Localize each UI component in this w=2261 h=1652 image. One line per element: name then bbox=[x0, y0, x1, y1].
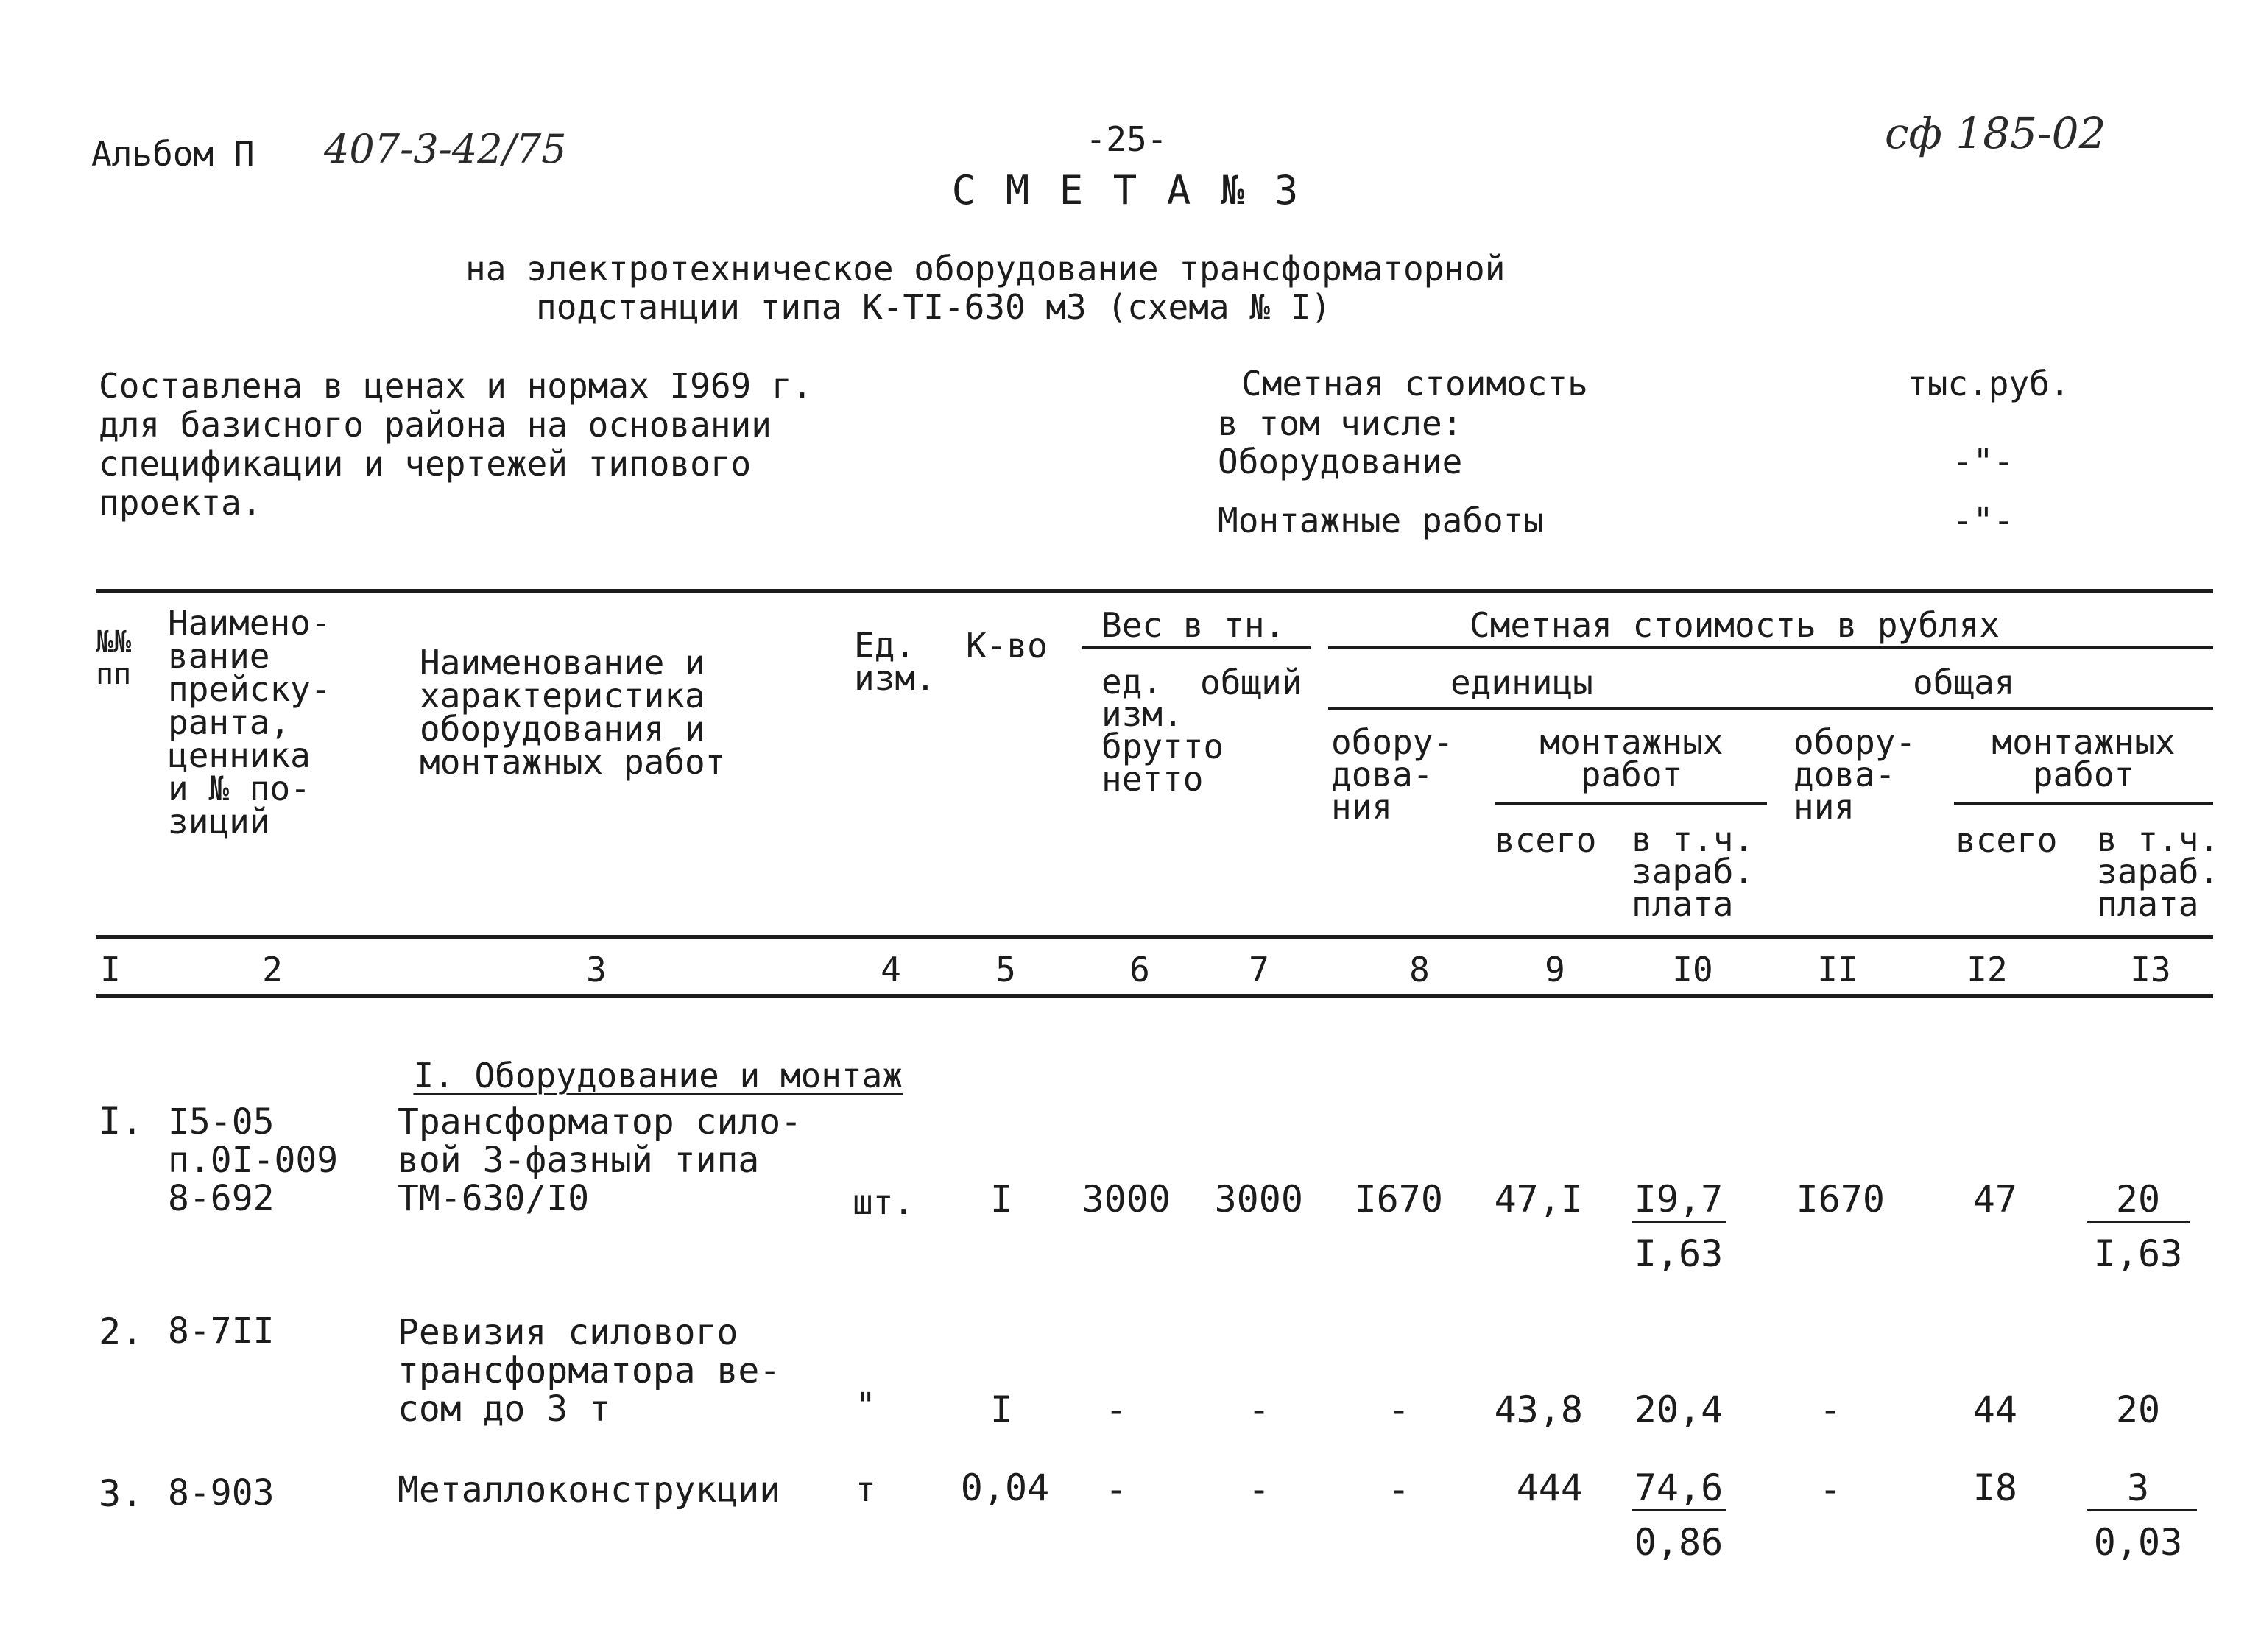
row-2-number: 2. bbox=[99, 1310, 144, 1353]
estimated-cost-label: Сметная стоимость bbox=[1241, 364, 1588, 403]
installation-label: Монтажные работы bbox=[1218, 501, 1545, 540]
col-header-weight-total: общий bbox=[1200, 663, 1302, 702]
col-header-unit-wages: в т.ч. зараб. плата bbox=[1632, 819, 1754, 924]
row-3-total-equipment: - bbox=[1819, 1468, 1842, 1511]
col-number: 3 bbox=[586, 950, 607, 989]
col-number: I bbox=[100, 950, 121, 989]
document-subtitle-line-2: подстанции типа К-ТI-630 м3 (схема № I) bbox=[536, 287, 1332, 327]
document-title: С М Е Т А № 3 bbox=[951, 167, 1302, 213]
row-1-unit-wages-sub: I,63 bbox=[1634, 1232, 1724, 1275]
sheet-code-handwritten: сф 185-02 bbox=[1885, 108, 2106, 158]
page-number: -25- bbox=[1085, 119, 1168, 159]
row-3-unit-wages-fraction-bar bbox=[1632, 1509, 1726, 1511]
table-top-rule bbox=[96, 589, 2213, 593]
row-1-unit-wages: I9,7 bbox=[1634, 1178, 1724, 1221]
album-code-handwritten: 407-3-42/75 bbox=[324, 126, 567, 172]
ditto-mark-equipment: -"- bbox=[1953, 442, 2014, 481]
row-3-unit-install-all: 444 bbox=[1516, 1466, 1583, 1509]
col-header-total-equipment: обору- дова- ния bbox=[1793, 722, 1916, 827]
col-header-quantity: К-во bbox=[966, 626, 1048, 666]
weight-group-rule bbox=[1082, 646, 1311, 649]
row-1-weight-unit: 3000 bbox=[1082, 1178, 1171, 1221]
row-1-unit-install-all: 47,I bbox=[1494, 1178, 1583, 1221]
row-3-total-wages-sub: 0,03 bbox=[2093, 1521, 2183, 1564]
row-3-weight-unit: - bbox=[1104, 1468, 1128, 1511]
install-unit-rule bbox=[1495, 802, 1767, 805]
row-2-description: Ревизия силового трансформатора ве- сом до 3 т bbox=[398, 1312, 781, 1430]
col-number: 7 bbox=[1249, 950, 1269, 989]
row-1-weight-total: 3000 bbox=[1214, 1178, 1303, 1221]
row-1-unit-equipment: I670 bbox=[1354, 1178, 1443, 1221]
row-3-unit-wages-sub: 0,86 bbox=[1634, 1521, 1724, 1564]
row-1-pricelist-code: I5-05 п.0I-009 8-692 bbox=[168, 1101, 339, 1219]
row-3-number: 3. bbox=[99, 1472, 144, 1515]
row-1-total-wages-fraction-bar bbox=[2087, 1221, 2190, 1223]
col-number: I0 bbox=[1672, 950, 1713, 989]
numbering-bottom-rule bbox=[96, 994, 2213, 998]
col-number: 4 bbox=[881, 950, 901, 989]
row-1-total-wages: 20 bbox=[2115, 1178, 2161, 1221]
row-3-unit: т bbox=[856, 1469, 876, 1509]
col-header-description: Наименование и характеристика оборудования и монтажных работ bbox=[420, 643, 726, 782]
col-header-unit: Ед. изм. bbox=[854, 625, 936, 698]
row-3-weight-total: - bbox=[1247, 1468, 1271, 1511]
row-2-unit-equipment: - bbox=[1387, 1388, 1411, 1431]
col-header-unit-equipment: обору- дова- ния bbox=[1331, 722, 1454, 827]
row-2-pricelist-code: 8-7II bbox=[168, 1310, 275, 1352]
install-total-rule bbox=[1954, 802, 2213, 805]
row-2-unit: " bbox=[856, 1386, 876, 1425]
row-1-description: Трансформатор сило- вой 3-фазный типа ТМ-630/I0 bbox=[398, 1101, 803, 1219]
row-1-total-wages-sub: I,63 bbox=[2093, 1232, 2183, 1275]
document-subtitle-line-1: на электротехническое оборудование трансформаторной bbox=[465, 249, 1506, 289]
col-number: I3 bbox=[2130, 950, 2171, 989]
col-header-unit-installation: монтажных работ bbox=[1539, 722, 1724, 794]
header-bottom-rule bbox=[96, 935, 2213, 939]
row-2-weight-total: - bbox=[1247, 1388, 1271, 1431]
row-1-number: I. bbox=[99, 1100, 144, 1143]
col-header-weight: Вес в тн. bbox=[1101, 605, 1285, 645]
row-2-total-install-all: 44 bbox=[1972, 1388, 2017, 1431]
row-1-unit: шт. bbox=[853, 1182, 914, 1222]
col-header-number: №№ пп bbox=[96, 625, 132, 691]
col-number: 9 bbox=[1545, 950, 1565, 989]
equipment-label: Оборудование bbox=[1218, 442, 1463, 481]
row-2-weight-unit: - bbox=[1104, 1388, 1128, 1431]
cost-group-rule bbox=[1328, 646, 2213, 649]
ditto-mark-installation: -"- bbox=[1953, 501, 2014, 540]
row-3-quantity: 0,04 bbox=[960, 1466, 1050, 1509]
col-number: 2 bbox=[262, 950, 283, 989]
currency-unit: тыс.руб. bbox=[1907, 364, 2070, 403]
row-2-unit-wages: 20,4 bbox=[1634, 1388, 1724, 1431]
col-number: 6 bbox=[1129, 950, 1150, 989]
row-3-total-install-all: I8 bbox=[1972, 1466, 2017, 1509]
col-header-per-unit: единицы bbox=[1450, 663, 1593, 702]
col-number: 8 bbox=[1409, 950, 1430, 989]
row-2-quantity: I bbox=[990, 1388, 1013, 1431]
row-2-total-equipment: - bbox=[1819, 1388, 1842, 1431]
row-2-total-wages: 20 bbox=[2115, 1388, 2161, 1431]
col-header-total-wages: в т.ч. зараб. плата bbox=[2097, 819, 2220, 924]
col-number: II bbox=[1817, 950, 1858, 989]
row-3-unit-equipment: - bbox=[1387, 1468, 1411, 1511]
row-1-quantity: I bbox=[990, 1178, 1013, 1221]
section-title: I. Оборудование и монтаж bbox=[413, 1056, 903, 1095]
unit-total-rule bbox=[1328, 707, 2213, 710]
col-header-total-all: всего bbox=[1955, 820, 2058, 860]
including-label: в том числе: bbox=[1218, 403, 1463, 443]
album-label: Альбом П bbox=[91, 134, 255, 174]
row-3-description: Металлоконструкции bbox=[398, 1469, 781, 1511]
row-3-unit-wages: 74,6 bbox=[1634, 1466, 1724, 1509]
row-3-total-wages: 3 bbox=[2126, 1466, 2150, 1509]
col-header-estimated-cost: Сметная стоимость в рублях bbox=[1470, 605, 2000, 645]
row-2-unit-install-all: 43,8 bbox=[1494, 1388, 1583, 1431]
col-header-weight-unit: ед. изм. брутто нетто bbox=[1101, 662, 1224, 799]
col-header-pricelist: Наимено- вание прейску- ранта, ценника и № по- зиций bbox=[168, 603, 331, 841]
row-1-unit-wages-fraction-bar bbox=[1632, 1221, 1726, 1223]
col-header-total-installation: монтажных работ bbox=[1992, 722, 2176, 794]
col-header-unit-all: всего bbox=[1495, 820, 1597, 860]
row-1-total-equipment: I670 bbox=[1796, 1178, 1885, 1221]
row-3-total-wages-fraction-bar bbox=[2087, 1509, 2197, 1511]
col-header-total: общая bbox=[1913, 663, 2015, 702]
row-3-pricelist-code: 8-903 bbox=[168, 1472, 275, 1514]
col-number: I2 bbox=[1967, 950, 2008, 989]
col-number: 5 bbox=[995, 950, 1016, 989]
row-1-total-install-all: 47 bbox=[1972, 1178, 2017, 1221]
price-basis-note: Составлена в ценах и нормах I969 г. для базисного района на основании спецификации и чертежей типового проекта. bbox=[99, 366, 813, 523]
